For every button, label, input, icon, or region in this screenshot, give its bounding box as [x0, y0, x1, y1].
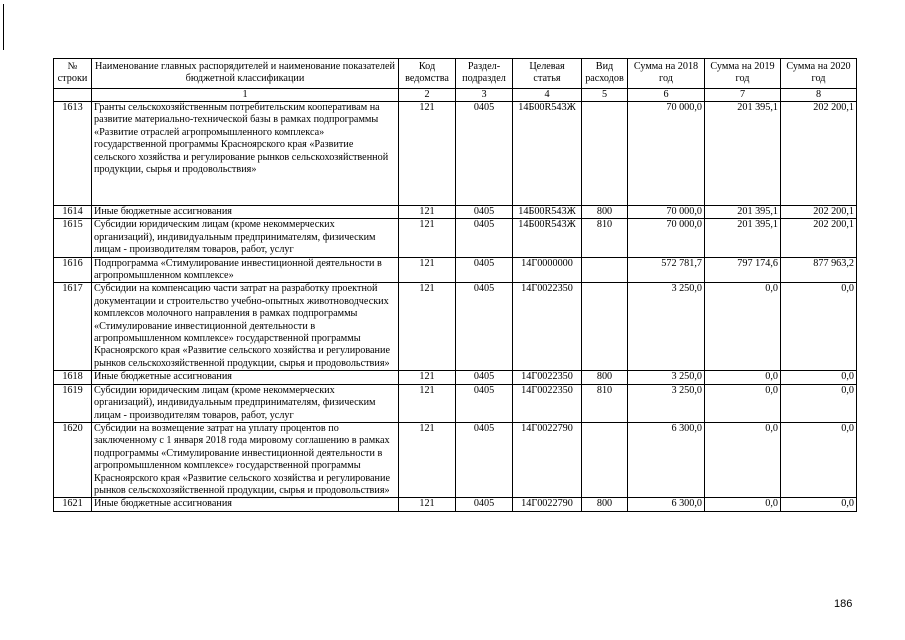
row-razdel: 0405 — [456, 422, 513, 497]
row-number: 1620 — [54, 422, 92, 497]
column-index-cell: 5 — [582, 89, 628, 102]
row-sum-2019: 0,0 — [705, 384, 781, 422]
row-razdel: 0405 — [456, 219, 513, 257]
header-vid: Вид расходов — [582, 59, 628, 89]
row-name: Подпрограмма «Стимулирование инвестиционной деятельности в агропромышленном комплексе» — [92, 257, 399, 283]
column-index-row — [54, 89, 857, 102]
row-sum-2020: 0,0 — [781, 384, 857, 422]
row-stat: 14Г0022350 — [513, 371, 582, 384]
header-num: № строки — [54, 59, 92, 89]
row-vid: 800 — [582, 206, 628, 219]
row-sum-2018: 3 250,0 — [628, 283, 705, 371]
table-row — [54, 102, 857, 206]
row-vid: 800 — [582, 498, 628, 511]
row-vid: 810 — [582, 219, 628, 257]
row-sum-2020: 0,0 — [781, 371, 857, 384]
row-name: Иные бюджетные ассигнования — [92, 498, 399, 511]
column-index-cell: 7 — [705, 89, 781, 102]
row-sum-2020: 877 963,2 — [781, 257, 857, 283]
row-stat: 14Б00R543Ж — [513, 219, 582, 257]
row-name: Иные бюджетные ассигнования — [92, 206, 399, 219]
row-ved: 121 — [399, 422, 456, 497]
row-sum-2018: 6 300,0 — [628, 422, 705, 497]
row-name: Субсидии на компенсацию части затрат на разработку проектной документации и строительство учебно-опытных животноводческих комплексов молочного направления в рамках подпрограммы «Стимулирование инвестиционной деятельности в агропромышленном комплексе» государственной программы Красноярского края «Развитие сельского хозяйства и регулирование рынков сельскохозяйственной продукции, сырья и продовольствия» — [92, 283, 399, 371]
row-stat: 14Г0022350 — [513, 384, 582, 422]
row-sum-2018: 3 250,0 — [628, 371, 705, 384]
header-razdel: Раздел-подраздел — [456, 59, 513, 89]
row-sum-2020: 0,0 — [781, 283, 857, 371]
row-sum-2019: 201 395,1 — [705, 206, 781, 219]
row-sum-2019: 201 395,1 — [705, 219, 781, 257]
table-row — [54, 422, 857, 497]
row-sum-2018: 70 000,0 — [628, 206, 705, 219]
row-sum-2018: 70 000,0 — [628, 102, 705, 206]
row-sum-2020: 202 200,1 — [781, 102, 857, 206]
column-index-cell: 3 — [456, 89, 513, 102]
row-razdel: 0405 — [456, 257, 513, 283]
row-number: 1616 — [54, 257, 92, 283]
row-razdel: 0405 — [456, 283, 513, 371]
row-number: 1613 — [54, 102, 92, 206]
row-sum-2018: 6 300,0 — [628, 498, 705, 511]
table-row — [54, 283, 857, 371]
row-ved: 121 — [399, 219, 456, 257]
row-stat: 14Г0022350 — [513, 283, 582, 371]
row-sum-2019: 0,0 — [705, 498, 781, 511]
row-razdel: 0405 — [456, 384, 513, 422]
table-row — [54, 219, 857, 257]
row-stat: 14Г0000000 — [513, 257, 582, 283]
row-sum-2020: 0,0 — [781, 422, 857, 497]
row-number: 1619 — [54, 384, 92, 422]
column-index-cell — [54, 89, 92, 102]
header-row — [54, 59, 857, 89]
row-ved: 121 — [399, 257, 456, 283]
row-name: Гранты сельскохозяйственным потребительским кооперативам на развитие материально-технической базы в рамках подпрограммы «Развитие отраслей агропромышленного комплекса» государственной программы Красноярского края «Развитие сельского хозяйства и регулирование рынков сельскохозяйственной продукции, сырья и продовольствия» — [92, 102, 399, 206]
row-razdel: 0405 — [456, 206, 513, 219]
row-ved: 121 — [399, 498, 456, 511]
header-s2018: Сумма на 2018 год — [628, 59, 705, 89]
row-sum-2020: 0,0 — [781, 498, 857, 511]
row-sum-2019: 201 395,1 — [705, 102, 781, 206]
page-number: 186 — [834, 598, 853, 610]
header-ved: Код ведомства — [399, 59, 456, 89]
column-index-cell: 8 — [781, 89, 857, 102]
table-row — [54, 384, 857, 422]
row-number: 1614 — [54, 206, 92, 219]
row-number: 1615 — [54, 219, 92, 257]
row-vid — [582, 283, 628, 371]
table-row — [54, 257, 857, 283]
row-vid — [582, 257, 628, 283]
row-stat: 14Б00R543Ж — [513, 102, 582, 206]
row-sum-2019: 0,0 — [705, 283, 781, 371]
row-sum-2020: 202 200,1 — [781, 219, 857, 257]
row-ved: 121 — [399, 102, 456, 206]
row-sum-2018: 3 250,0 — [628, 384, 705, 422]
row-razdel: 0405 — [456, 371, 513, 384]
row-ved: 121 — [399, 206, 456, 219]
row-stat: 14Г0022790 — [513, 498, 582, 511]
row-ved: 121 — [399, 384, 456, 422]
row-sum-2020: 202 200,1 — [781, 206, 857, 219]
row-name: Субсидии юридическим лицам (кроме некоммерческих организаций), индивидуальным предпринимателям, физическим лицам - производителям товаров, работ, услуг — [92, 219, 399, 257]
header-s2020: Сумма на 2020 год — [781, 59, 857, 89]
row-stat: 14Б00R543Ж — [513, 206, 582, 219]
row-name: Субсидии юридическим лицам (кроме некоммерческих организаций), индивидуальным предпринимателям, физическим лицам - производителям товаров, работ, услуг — [92, 384, 399, 422]
column-index-cell: 6 — [628, 89, 705, 102]
row-vid — [582, 102, 628, 206]
row-sum-2018: 70 000,0 — [628, 219, 705, 257]
header-stat: Целевая статья — [513, 59, 582, 89]
row-vid: 800 — [582, 371, 628, 384]
header-name: Наименование главных распорядителей и наименование показателей бюджетной классификации — [92, 59, 399, 89]
left-margin-line — [3, 4, 4, 50]
row-number: 1621 — [54, 498, 92, 511]
row-number: 1617 — [54, 283, 92, 371]
row-number: 1618 — [54, 371, 92, 384]
row-sum-2019: 0,0 — [705, 371, 781, 384]
header-s2019: Сумма на 2019 год — [705, 59, 781, 89]
table-row — [54, 498, 857, 511]
table-row — [54, 206, 857, 219]
row-sum-2019: 0,0 — [705, 422, 781, 497]
budget-table — [53, 58, 857, 512]
table-row — [54, 371, 857, 384]
row-sum-2019: 797 174,6 — [705, 257, 781, 283]
row-vid — [582, 422, 628, 497]
row-sum-2018: 572 781,7 — [628, 257, 705, 283]
row-ved: 121 — [399, 371, 456, 384]
column-index-cell: 4 — [513, 89, 582, 102]
row-vid: 810 — [582, 384, 628, 422]
row-razdel: 0405 — [456, 102, 513, 206]
column-index-cell: 1 — [92, 89, 399, 102]
row-name: Иные бюджетные ассигнования — [92, 371, 399, 384]
row-ved: 121 — [399, 283, 456, 371]
column-index-cell: 2 — [399, 89, 456, 102]
row-razdel: 0405 — [456, 498, 513, 511]
row-name: Субсидии на возмещение затрат на уплату процентов по заключенному с 1 января 2018 года мировому соглашению в рамках подпрограммы «Стимулирование инвестиционной деятельности в агропромышленном комплексе» государственной программы Красноярского края «Развитие сельского хозяйства и регулирование рынков сельскохозяйственной продукции, сырья и продовольствия» — [92, 422, 399, 497]
row-stat: 14Г0022790 — [513, 422, 582, 497]
